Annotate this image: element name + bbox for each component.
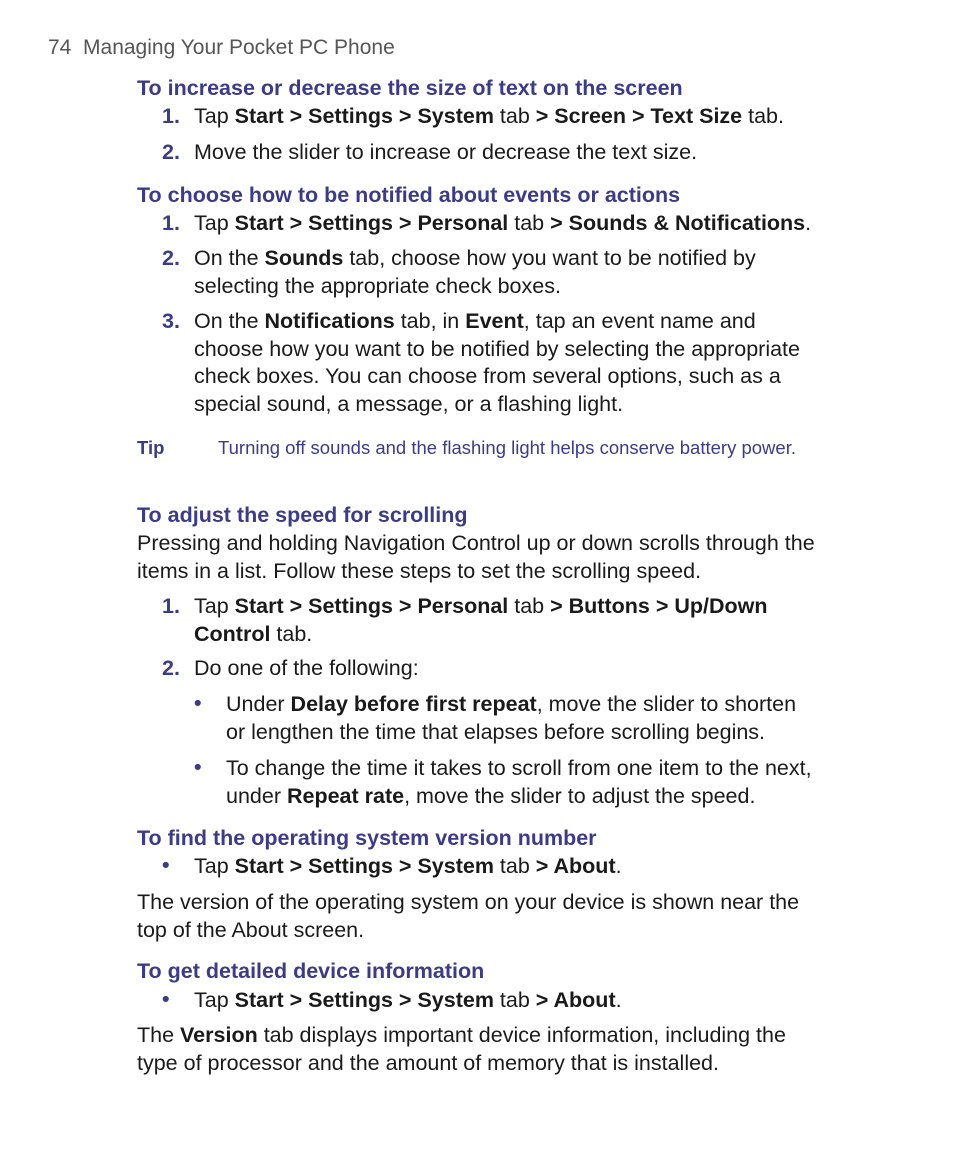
running-head (48, 36, 395, 60)
heading-os-version: To find the operating system version number (137, 826, 597, 850)
step-number: 1. (162, 594, 180, 618)
tip-text: Turning off sounds and the flashing light helps conserve battery power. (218, 437, 796, 458)
step-number: 2. (162, 656, 180, 680)
heading-text-size: To increase or decrease the size of text on the screen (137, 76, 683, 100)
step-text: On the Sounds tab, choose how you want to be notified by selecting the appropriate check boxes. (194, 246, 756, 298)
bullet-mark: • (162, 987, 170, 1011)
step-number: 1. (162, 211, 180, 235)
step-number: 3. (162, 309, 180, 333)
step-text: Tap Start > Settings > Personal tab > Buttons > Up/Down Control tab. (194, 594, 768, 646)
step-text: Tap Start > Settings > System tab > Screen > Text Size tab. (194, 104, 784, 128)
step-text: On the Notifications tab, in Event, tap an event name and choose how you want to be notified by selecting the appropriate check boxes. You can choose from several options, such as a special sound, a message, or a flashing light. (194, 309, 800, 416)
chapter-title: Managing Your Pocket PC Phone (83, 36, 395, 59)
step-text: Move the slider to increase or decrease the text size. (194, 140, 698, 164)
bullet-mark: • (162, 853, 170, 877)
bullet-text: Tap Start > Settings > System tab > About. (194, 854, 622, 878)
bullet-text: To change the time it takes to scroll from one item to the next, under Repeat rate, move the slider to adjust the speed. (226, 756, 812, 808)
bullet-text: Under Delay before first repeat, move the slider to shorten or lengthen the time that elapses before scrolling begins. (226, 692, 797, 744)
bullet-mark: • (194, 755, 202, 779)
bullet-mark: • (194, 691, 202, 715)
step-number: 2. (162, 246, 180, 270)
bullet-text: Tap Start > Settings > System tab > About. (194, 988, 622, 1012)
paragraph: The Version tab displays important device information, including the type of processor and the amount of memory that is installed. (137, 1023, 786, 1075)
paragraph: The version of the operating system on your device is shown near the top of the About screen. (137, 890, 800, 942)
page-number: 74 (48, 36, 72, 59)
step-number: 2. (162, 140, 180, 164)
step-text: Tap Start > Settings > Personal tab > Sounds & Notifications. (194, 211, 812, 235)
heading-scrolling: To adjust the speed for scrolling (137, 503, 468, 527)
heading-device-info: To get detailed device information (137, 959, 485, 983)
heading-notifications: To choose how to be notified about events or actions (137, 183, 681, 207)
step-text: Do one of the following: (194, 656, 419, 680)
paragraph: Pressing and holding Navigation Control up or down scrolls through the items in a list. Follow these steps to set the scrolling speed. (137, 531, 815, 583)
tip-label: Tip (137, 437, 165, 458)
step-number: 1. (162, 104, 180, 128)
